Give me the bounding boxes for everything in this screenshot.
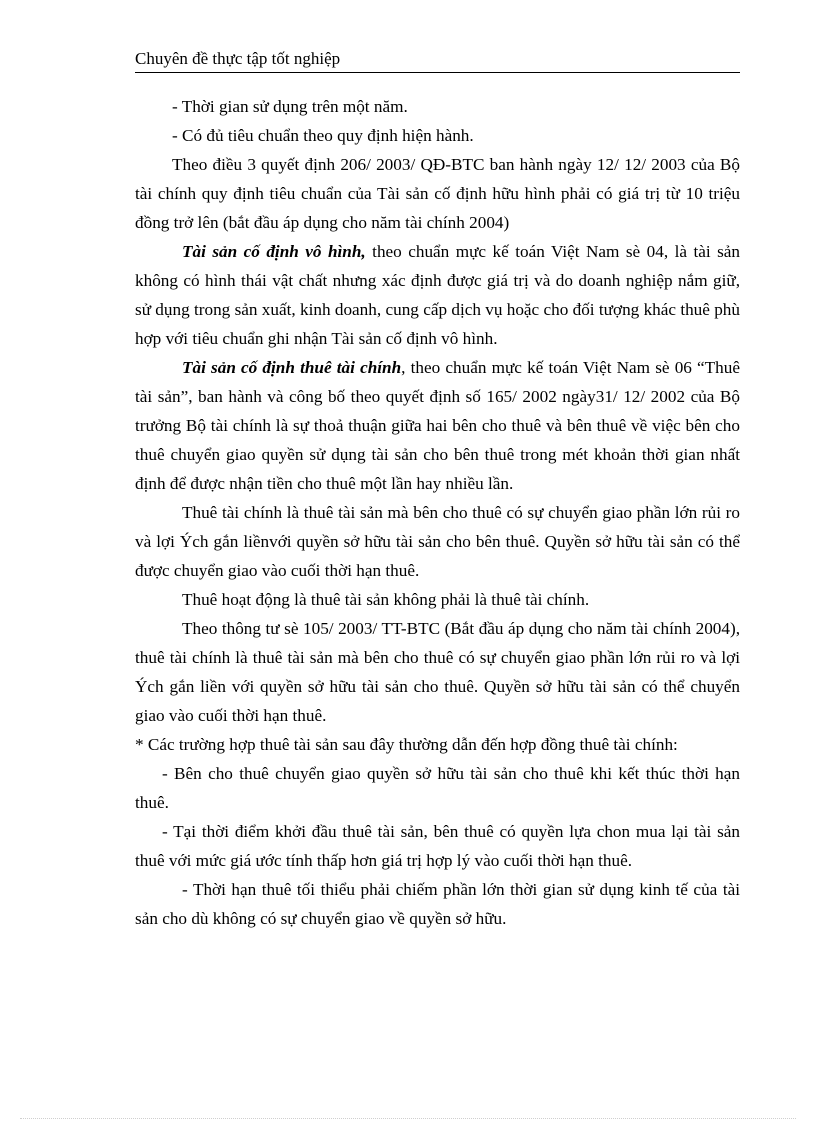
paragraph-circular-105 xyxy=(135,614,740,730)
paragraph-finance-lease-definition xyxy=(135,498,740,585)
paragraph-text: - Có đủ tiêu chuẩn theo quy định hiện hành. xyxy=(172,126,474,145)
paragraph-text: theo chuẩn mực kế toán Việt Nam sè 04, là tài sản không có hình thái vật chất nhưng xác định được giá trị và do doanh nghiệp nắm giữ, sử dụng trong sản xuất, kinh doanh, cung cấp dịch vụ hoặc cho đối tượng khác thuê phù hợp với tiêu chuẩn ghi nhận Tài sản cố định vô hình. xyxy=(135,242,740,348)
paragraph-finance-lease-assets xyxy=(135,353,740,498)
paragraph-decision-206 xyxy=(135,150,740,237)
paragraph-text: Thuê tài chính là thuê tài sản mà bên cho thuê có sự chuyển giao phần lớn rủi ro và lợi Ých gắn liềnvới quyền sở hữu tài sản cho bên thuê. Quyền sở hữu tài sản có thể được chuyển giao vào cuối thời hạn thuê. xyxy=(135,503,740,580)
paragraph-intangible-assets xyxy=(135,237,740,353)
term-heading: Tài sản cố định vô hình, xyxy=(182,242,366,261)
paragraph-case-lease-term xyxy=(135,875,740,933)
paragraph-text: Theo thông tư sè 105/ 2003/ TT-BTC (Bắt đầu áp dụng cho năm tài chính 2004), thuê tài chính là thuê tài sản mà bên cho thuê có sự chuyển giao phần lớn rủi ro và lợi Ých gắn liền với quyền sở hữu tài sản cho thuê. Quyền sở hữu tài sản có thể chuyển giao vào cuối thời hạn thuê. xyxy=(135,619,740,725)
paragraph-case-purchase-option xyxy=(135,817,740,875)
paragraph-operating-lease xyxy=(135,585,740,614)
header-title: Chuyên đề thực tập tốt nghiệp xyxy=(135,49,341,68)
paragraph-text: Thuê hoạt động là thuê tài sản không phải là thuê tài chính. xyxy=(182,590,590,609)
document-body xyxy=(135,92,740,933)
paragraph-text: - Bên cho thuê chuyển giao quyền sở hữu tài sản cho thuê khi kết thúc thời hạn thuê. xyxy=(135,764,740,812)
page-bottom-divider xyxy=(20,1118,796,1119)
paragraph-text: - Thời hạn thuê tối thiểu phải chiếm phần lớn thời gian sử dụng kinh tế của tài sản cho dù không có sự chuyển giao về quyền sở hữu. xyxy=(135,880,740,928)
paragraph-text: Theo điều 3 quyết định 206/ 2003/ QĐ-BTC ban hành ngày 12/ 12/ 2003 của Bộ tài chính quy định tiêu chuẩn của Tài sản cố định hữu hình phải có giá trị từ 10 triệu đồng trở lên (bắt đầu áp dụng cho năm tài chính 2004) xyxy=(135,155,740,232)
paragraph-text: , theo chuẩn mực kế toán Việt Nam sè 06 “Thuê tài sản”, ban hành và công bố theo quyết định số 165/ 2002 ngày31/ 12/ 2002 của Bộ trưởng Bộ tài chính là sự thoả thuận giữa hai bên cho thuê và bên thuê về việc bên cho thuê chuyển giao quyền sử dụng tài sản cho bên thuê trong mét khoản thời gian nhất định để được nhận tiền cho thuê một lần hay nhiều lần. xyxy=(135,358,740,493)
page-header xyxy=(135,48,740,73)
term-heading: Tài sản cố định thuê tài chính xyxy=(182,358,402,377)
paragraph-case-ownership-transfer xyxy=(135,759,740,817)
paragraph-bullet-standard xyxy=(135,121,740,150)
paragraph-text: * Các trường hợp thuê tài sản sau đây thường dẫn đến hợp đồng thuê tài chính: xyxy=(135,735,678,754)
paragraph-text: - Thời gian sử dụng trên một năm. xyxy=(172,97,408,116)
paragraph-text: - Tại thời điểm khởi đầu thuê tài sản, bên thuê có quyền lựa chon mua lại tài sản thuê với mức giá ước tính thấp hơn giá trị hợp lý vào cuối thời hạn thuê. xyxy=(135,822,740,870)
paragraph-cases-intro xyxy=(135,730,740,759)
paragraph-bullet-usage-time xyxy=(135,92,740,121)
